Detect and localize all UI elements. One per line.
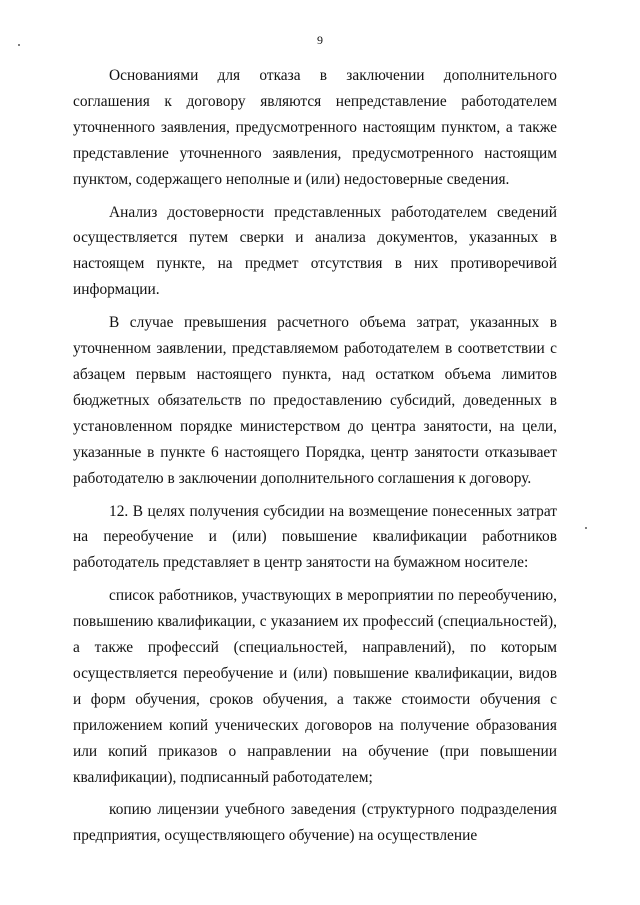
- paragraph-reliability-analysis: Анализ достоверности представленных работодателем сведений осуществляется путем сверки и анализа документов, указанных в настоящем пункте, на предмет отсутствия в них противоречивой информации.: [73, 203, 557, 299]
- paragraph-refusal-grounds: Основаниями для отказа в заключении дополнительного соглашения к договору являются непредставление работодателем уточненного заявления, предусмотренного настоящим пунктом, а также представление уточненного заявления, предусмотренного настоящим пунктом, содержащего неполные и (или) недостоверные сведения.: [73, 67, 557, 188]
- document-body: [73, 63, 557, 849]
- paragraph-license-copy: копию лицензии учебного заведения (структурного подразделения предприятия, осуществляющего обучение) на осуществление: [73, 801, 557, 845]
- paragraph-cost-excess: В случае превышения расчетного объема затрат, указанных в уточненном заявлении, представляемом работодателем в соответствии с абзацем первым настоящего пункта, над остатком объема лимитов бюджетных обязательств по предоставлению субсидий, доведенных в установленном порядке министерством до центра занятости, на цели, указанные в пункте 6 настоящего Порядка, центр занятости отказывает работодателю в заключении дополнительного соглашения к договору.: [73, 314, 557, 487]
- page-number: 9: [317, 33, 323, 47]
- paragraph-item-12: 12. В целях получения субсидии на возмещение понесенных затрат на переобучение и (или) повышение квалификации работников работодатель представляет в центр занятости на бумажном носителе:: [73, 502, 557, 572]
- scan-speck: [585, 527, 587, 529]
- paragraph-employee-list: список работников, участвующих в мероприятии по переобучению, повышению квалификации, с указанием их профессий (специальностей), а также профессий (специальностей, направлений), по которым осуществляется переобучение и (или) повышение квалификации, видов и форм обучения, сроков обучения, а также стоимости обучения с приложением копий ученических договоров на получение образования или копий приказов о направлении на обучение (при повышении квалификации), подписанный работодателем;: [73, 587, 557, 786]
- scan-speck: [18, 44, 20, 46]
